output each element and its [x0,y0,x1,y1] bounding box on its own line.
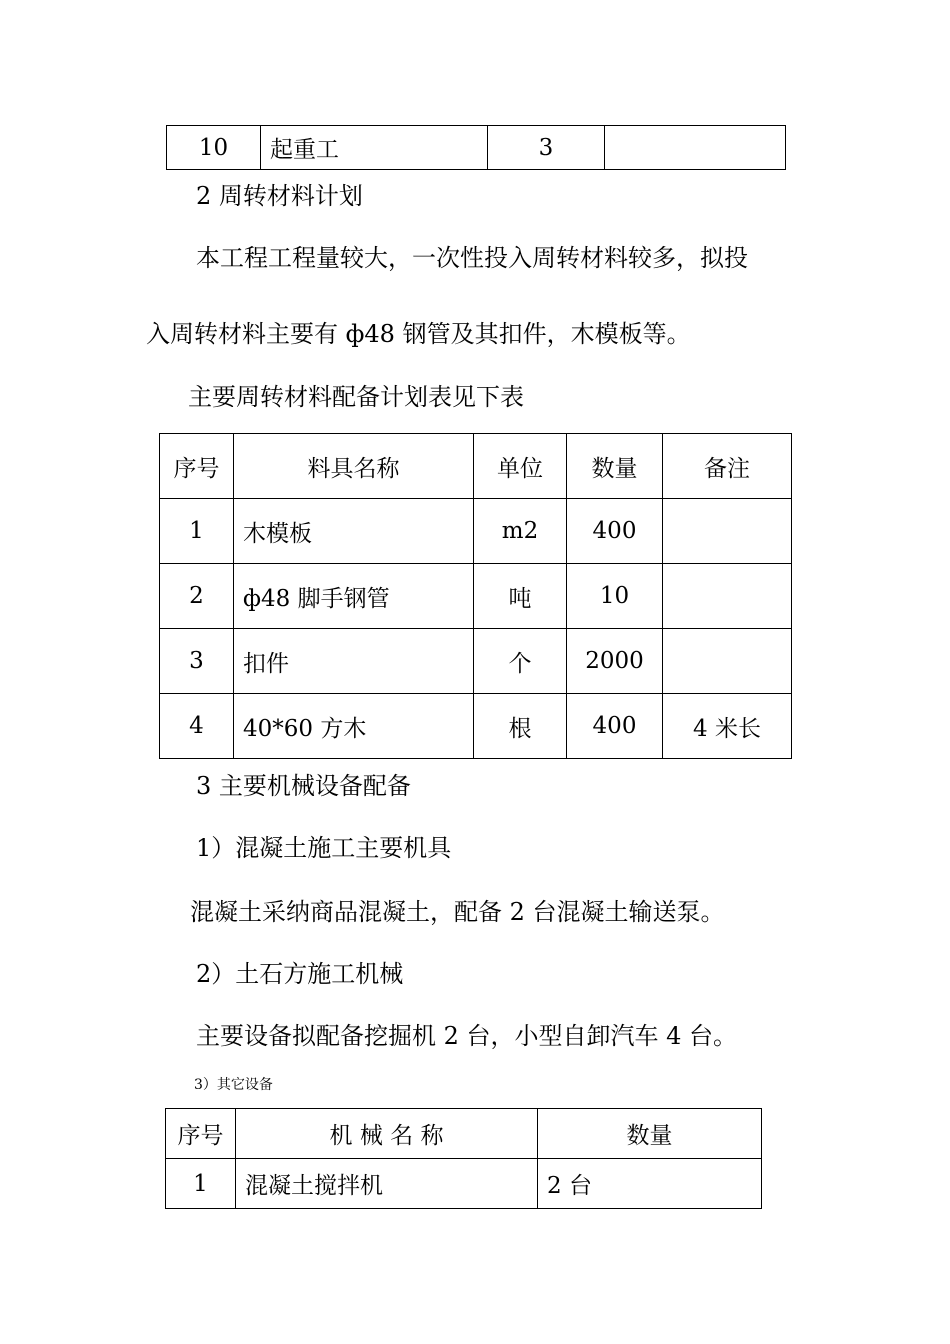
subsection-heading: 1）混凝土施工主要机具 [196,834,452,862]
materials-table [159,433,792,759]
table-header-cell: 序号 [160,434,234,499]
table-cell: 4 [160,694,234,759]
table-cell [605,126,786,170]
table-cell [663,564,792,629]
table-cell: 3 [160,629,234,694]
section-heading: 2 周转材料计划 [196,182,363,210]
table-cell: 木模板 [234,499,474,564]
paragraph-line: 本工程工程量较大，一次性投入周转材料较多，拟投 [196,244,748,272]
table-cell [663,629,792,694]
table-cell: 2000 [567,629,663,694]
table-row [166,1159,762,1209]
table-row [160,564,792,629]
paragraph-line: 入周转材料主要有 ф48 钢管及其扣件，木模板等。 [146,320,691,348]
subsection-heading: 2）土石方施工机械 [196,960,404,988]
table-header-cell: 备注 [663,434,792,499]
table-cell [663,499,792,564]
table-cell: 10 [567,564,663,629]
paragraph: 主要设备拟配备挖掘机 2 台，小型自卸汽车 4 台。 [196,1022,738,1050]
table-row [167,126,786,170]
table-header-row [166,1109,762,1159]
equipment-table [165,1108,762,1209]
paragraph: 混凝土采纳商品混凝土，配备 2 台混凝土输送泵。 [190,898,725,926]
table-cell: 400 [567,499,663,564]
table-header-cell: 序号 [166,1109,236,1159]
table-cell: 2 [160,564,234,629]
table-header-cell: 数量 [538,1109,762,1159]
table-cell: 3 [488,126,605,170]
table-cell: 40*60 方木 [234,694,474,759]
table-cell: 扣件 [234,629,474,694]
table-cell: 起重工 [261,126,488,170]
table-header-cell: 数量 [567,434,663,499]
section-heading: 3 主要机械设备配备 [196,772,411,800]
table-caption: 主要周转材料配备计划表见下表 [188,383,524,411]
table-cell: 1 [166,1159,236,1209]
table-cell: 2 台 [538,1159,762,1209]
table-cell: 根 [474,694,567,759]
table-row [160,694,792,759]
table-cell: m2 [474,499,567,564]
table-header-row [160,434,792,499]
table-header-cell: 单位 [474,434,567,499]
table-row [160,499,792,564]
table-cell: 个 [474,629,567,694]
table-cell: ф48 脚手钢管 [234,564,474,629]
table-cell: 吨 [474,564,567,629]
table-cell: 1 [160,499,234,564]
labor-table-tail [166,125,786,170]
subsection-heading: 3）其它设备 [194,1077,273,1093]
table-cell: 4 米长 [663,694,792,759]
table-cell: 10 [167,126,261,170]
table-header-cell: 机 械 名 称 [236,1109,538,1159]
table-row [160,629,792,694]
table-cell: 混凝土搅拌机 [236,1159,538,1209]
table-header-cell: 料具名称 [234,434,474,499]
table-cell: 400 [567,694,663,759]
